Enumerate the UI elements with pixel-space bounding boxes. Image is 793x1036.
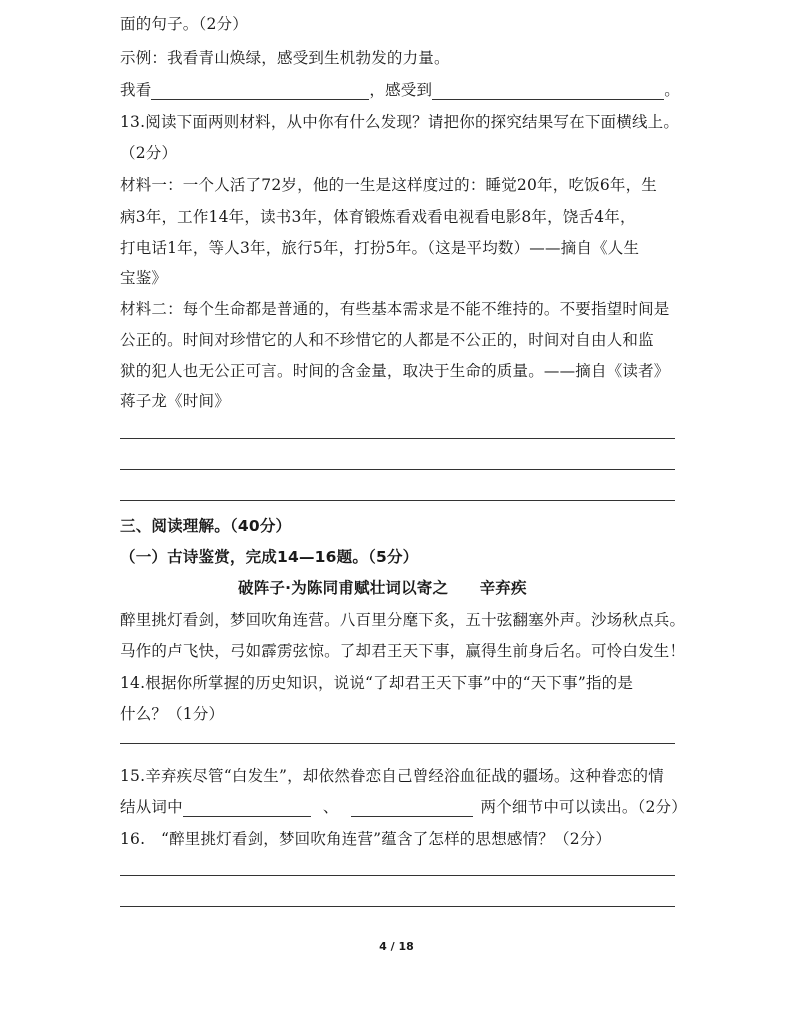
poem-line: 马作的卢飞快，弓如霹雳弦惊。了却君王天下事，赢得生前身后名。可怜白发生！ xyxy=(120,642,686,660)
text-line: 什么？（1分） xyxy=(120,705,225,723)
answer-line[interactable] xyxy=(120,906,675,907)
answer-blank[interactable] xyxy=(351,800,473,817)
text-line: 公正的。时间对珍惜它的人和不珍惜它的人都是不公正的，时间对自由人和监 xyxy=(120,331,654,349)
answer-blank[interactable] xyxy=(183,800,311,817)
answer-blank[interactable] xyxy=(151,83,369,100)
answer-line[interactable] xyxy=(120,469,675,470)
text-line: 宝鉴》 xyxy=(120,269,168,287)
text-line: 蒋子龙《时间》 xyxy=(120,392,230,410)
question-16: 16. “醉里挑灯看剑，梦回吹角连营”蕴含了怎样的思想感情？（2分） xyxy=(120,830,612,848)
section-heading: 三、阅读理解。（40分） xyxy=(120,517,292,535)
fill-line xyxy=(120,80,680,100)
poem-title: 破阵子·为陈同甫赋壮词以寄之 辛弃疾 xyxy=(238,579,527,597)
text-line: 狱的犯人也无公正可言。时间的含金量，取决于生命的质量。——摘自《读者》 xyxy=(120,362,670,380)
material-one: 材料一：一个人活了72岁，他的一生是这样度过的：睡觉20年，吃饭6年，生 xyxy=(120,176,658,194)
answer-line[interactable] xyxy=(120,743,675,744)
text-line: 病3年，工作14年，读书3年，体育锻炼看戏看电视看电影8年，饶舌4年， xyxy=(120,208,636,226)
text: 。 xyxy=(664,81,680,99)
question-14: 14.根据你所掌握的历史知识，说说“了却君王天下事”中的“天下事”指的是 xyxy=(120,674,634,692)
fill-line xyxy=(120,797,687,817)
page-number: 4 / 18 xyxy=(379,940,414,953)
text: ，感受到 xyxy=(369,81,433,99)
material-two: 材料二：每个生命都是普通的，有些基本需求是不能不维持的。不要指望时间是 xyxy=(120,300,670,318)
question-15: 15.辛弃疾尽管“白发生”，却依然眷恋自己曾经浴血征战的疆场。这种眷恋的情 xyxy=(120,767,664,785)
answer-line[interactable] xyxy=(120,875,675,876)
text-line: 示例：我看青山焕绿，感受到生机勃发的力量。 xyxy=(120,49,450,67)
text: 我看 xyxy=(120,81,152,99)
text-line: 面的句子。（2分） xyxy=(120,15,248,33)
poem-line: 醉里挑灯看剑，梦回吹角连营。八百里分麾下炙，五十弦翻塞外声。沙场秋点兵。 xyxy=(120,611,686,629)
answer-blank[interactable] xyxy=(432,83,664,100)
answer-line[interactable] xyxy=(120,500,675,501)
text: 结从词中 xyxy=(120,798,183,816)
subsection-heading: （一）古诗鉴赏，完成14—16题。（5分） xyxy=(120,548,419,566)
text-line: （2分） xyxy=(120,144,178,162)
text-line: 打电话1年，等人3年，旅行5年，打扮5年。（这是平均数）——摘自《人生 xyxy=(120,239,640,257)
answer-line[interactable] xyxy=(120,438,675,439)
text: 、 xyxy=(322,798,339,816)
text: 两个细节中可以读出。（2分） xyxy=(480,798,687,816)
question-13: 13.阅读下面两则材料，从中你有什么发现？请把你的探究结果写在下面横线上。 xyxy=(120,113,680,131)
